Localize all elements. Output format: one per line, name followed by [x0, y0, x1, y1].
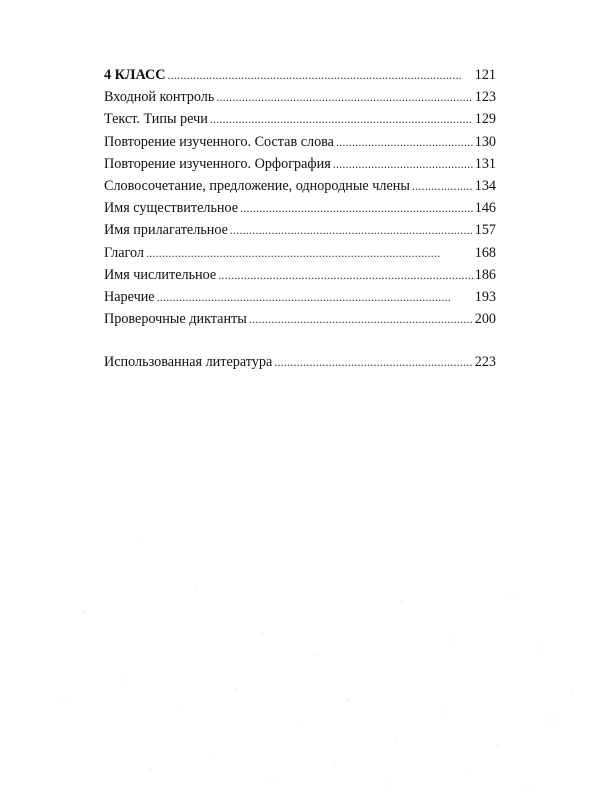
toc-entry-page: 168	[474, 244, 496, 261]
toc-entry-page: 131	[474, 155, 496, 172]
toc-entry-page: 129	[474, 111, 496, 128]
dot-leader	[336, 131, 473, 153]
toc-entry-title: Имя существительное	[104, 200, 239, 217]
dot-leader	[216, 86, 472, 108]
toc-entry	[104, 153, 496, 175]
toc-references-entry	[104, 351, 496, 373]
dot-leader	[157, 286, 473, 308]
toc-entry	[104, 131, 496, 153]
toc-entry-page: 157	[474, 222, 496, 239]
toc-entry-title: Словосочетание, предложение, однородные члены	[104, 177, 410, 194]
toc-entry	[104, 286, 496, 308]
dot-leader	[412, 175, 473, 197]
dot-leader	[210, 108, 473, 130]
toc-entry	[104, 197, 496, 219]
dot-leader	[168, 64, 473, 86]
dot-leader	[274, 351, 472, 373]
toc-entry-title: Входной контроль	[104, 89, 215, 106]
section-gap	[104, 330, 496, 351]
toc-heading-title: 4 КЛАСС	[104, 67, 166, 83]
dot-leader	[240, 197, 473, 219]
toc-references-page: 223	[474, 354, 496, 371]
toc-entry-title: Проверочные диктанты	[104, 311, 247, 328]
toc-entry	[104, 108, 496, 130]
toc-heading-page: 121	[474, 67, 496, 83]
toc-entry	[104, 264, 496, 286]
toc-entry	[104, 86, 496, 108]
toc-section-heading	[104, 64, 496, 86]
table-of-contents	[104, 64, 496, 373]
toc-entry-title: Глагол	[104, 244, 144, 261]
dot-leader	[249, 308, 473, 330]
dot-leader	[230, 219, 473, 241]
toc-entry-page: 130	[474, 133, 496, 150]
toc-entry-title: Имя числительное	[104, 266, 217, 283]
toc-entry-page: 134	[474, 177, 496, 194]
toc-entry-title: Повторение изученного. Орфография	[104, 155, 331, 172]
toc-entry-title: Текст. Типы речи	[104, 111, 208, 128]
toc-entry-page: 186	[474, 266, 496, 283]
dot-leader	[146, 242, 473, 264]
toc-entry-page: 146	[474, 200, 496, 217]
toc-entry-title: Имя прилагательное	[104, 222, 228, 239]
dot-leader	[333, 153, 473, 175]
toc-entry-title: Повторение изученного. Состав слова	[104, 133, 334, 150]
toc-entry	[104, 175, 496, 197]
toc-entry-page: 123	[474, 89, 496, 106]
dot-leader	[218, 264, 473, 286]
toc-entry-title: Наречие	[104, 288, 155, 305]
toc-entry-page: 193	[474, 288, 496, 305]
toc-entry	[104, 242, 496, 264]
toc-entry	[104, 219, 496, 241]
toc-entry-page: 200	[474, 311, 496, 328]
toc-entry	[104, 308, 496, 330]
toc-references-title: Использованная литература	[104, 354, 273, 371]
